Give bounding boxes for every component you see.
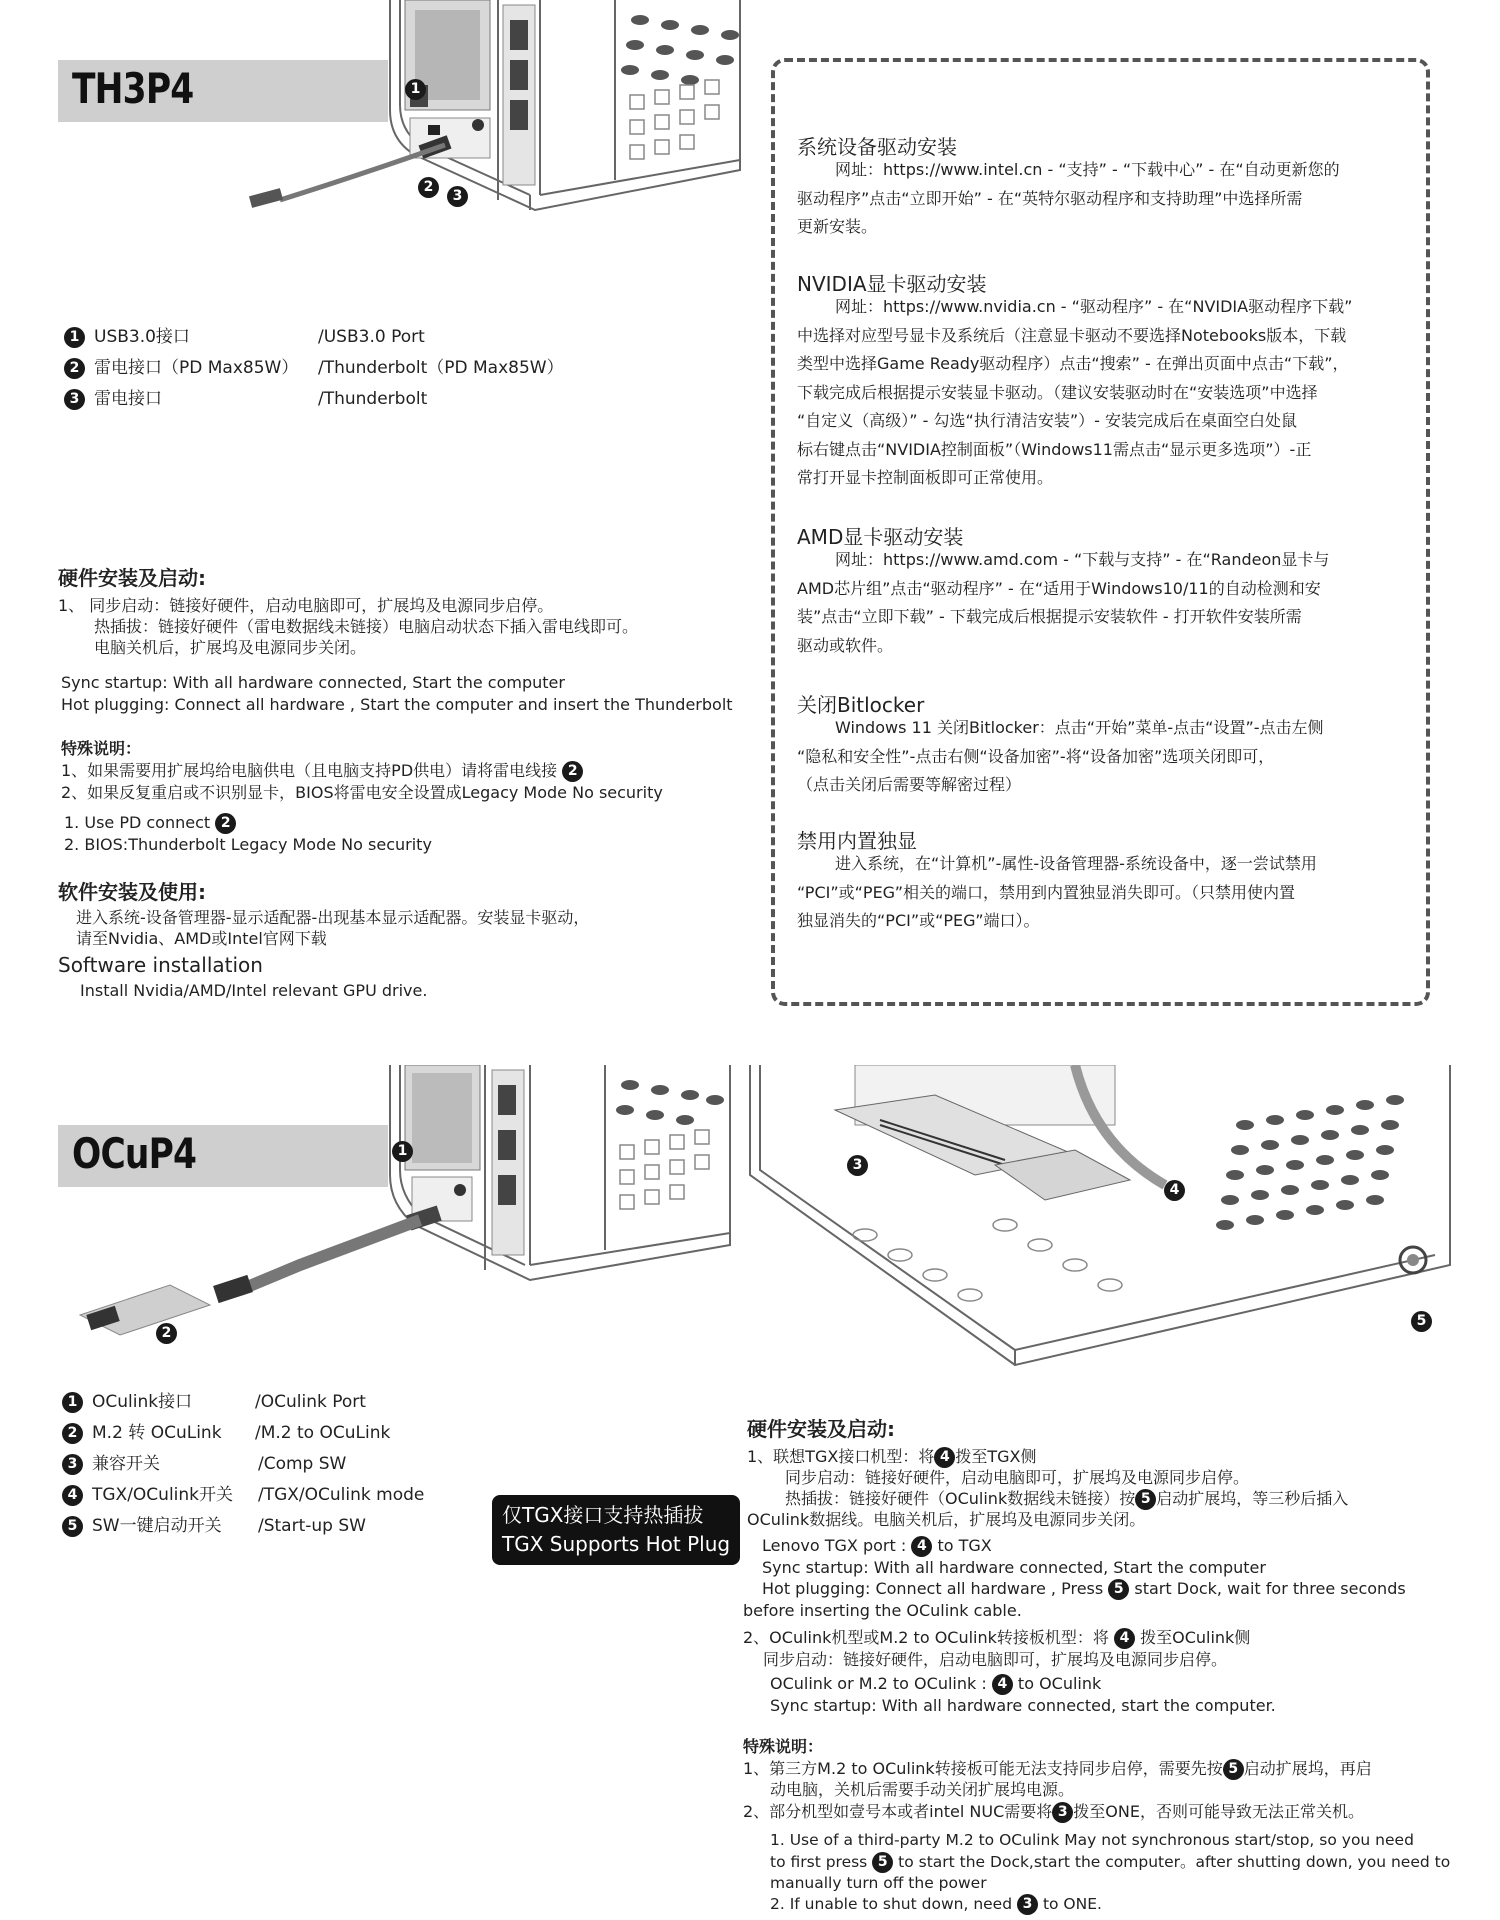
driver-section-text-4: Windows 11 关闭Bitlocker：点击“开始”菜单-点击“设置”-点击左侧 “隐私和安全性”-点击右侧“设备加密”-将“设备加密”选项关闭即可， （点击关闭后需要等解密过程）: [797, 718, 1324, 794]
th3p4-callout-3: 3: [447, 186, 468, 207]
th3p4-hw-title: 硬件安装及启动:: [58, 566, 206, 590]
th3p4-sw-line-2: 请至Nvidia、AMD或Intel官网下载: [76, 929, 327, 948]
th3p4-sw-en-title: Software installation: [58, 953, 263, 977]
ocup4-port-2: 2 M.2 转 OCuLink /M.2 to OCuLink: [62, 1421, 482, 1445]
th3p4-port-1: [64, 325, 464, 349]
th3p4-hw-line-2: 热插拔：链接好硬件（雷电数据线未链接）电脑启动状态下插入雷电线即可。: [94, 617, 639, 636]
ocup4-note-en-4: 2. If unable to shut down, need 3 to ONE.: [770, 1895, 1102, 1913]
port-cn: 雷电接口（PD Max85W）: [94, 358, 299, 378]
th3p4-sw-en-text: Install Nvidia/AMD/Intel relevant GPU drive.: [80, 981, 428, 1000]
ocup4-note-1: 1、第三方M.2 to OCulink转接板可能无法支持同步启停，需要先按 5 启动扩展坞，再启: [743, 1759, 1372, 1778]
ocup4-note-en-3: manually turn off the power: [770, 1874, 987, 1892]
th3p4-device-illustration: [240, 0, 750, 240]
th3p4-port-2: [64, 356, 584, 380]
ocup4-port-5: 5 SW一键启动开关 /Start-up SW: [62, 1514, 482, 1538]
hotplug-en: TGX Supports Hot Plug: [502, 1532, 731, 1556]
ocup4-port-3: 3 兼容开关 /Comp SW: [62, 1452, 482, 1476]
ocup4-en-1: Lenovo TGX port : 4 to TGX: [762, 1536, 992, 1555]
driver-section-title-3: AMD显卡驱动安装: [797, 525, 964, 549]
driver-section-text-2: 网址：https://www.nvidia.cn - “驱动程序” - 在“NVIDIA驱动程序下载” 中选择对应型号显卡及系统后（注意显卡驱动不要选择Notebooks版本，下载 类型中选择Game Ready驱动程序）点击“搜索” - 在弹出页面中点击“下载”， 下载完成后根据提示安装显卡驱动。（建议安装驱动时在“安装选项”中选择 “自定义（高级）” - 勾选“执行清洁安装”）- 安装完成后在桌面空白处鼠 标右键点击“NVIDIA控制面板”（Windows11需点击“显示更多选项”）-正 常打开显卡控制面板即可正常使用。: [797, 297, 1353, 487]
driver-section-title-4: 关闭Bitlocker: [797, 693, 925, 717]
th3p4-sw-title: 软件安装及使用:: [58, 880, 206, 904]
th3p4-note-1: 1、如果需要用扩展坞给电脑供电（且电脑支持PD供电）请将雷电线接 2: [61, 760, 583, 782]
interior-callout-3: 3: [847, 1155, 868, 1176]
driver-section-text-5: 进入系统，在“计算机”-属性-设备管理器-系统设备中，逐一尝试禁用 “PCI”或“PEG”相关的端口，禁用到内置独显消失即可。（只禁用使内置 独显消失的“PCI”或“PEG”端口）。: [797, 854, 1317, 930]
ocup4-callout-2: 2: [156, 1323, 177, 1344]
ocup4-line-3: 热插拔：链接好硬件（OCulink数据线未链接）按 5 启动扩展坞，等三秒后插入: [785, 1489, 1349, 1508]
th3p4-tag: TH3P4: [72, 64, 194, 113]
port-num: 3: [64, 389, 85, 410]
ocup4-device-illustration: [60, 1065, 740, 1345]
driver-section-title-5: 禁用内置独显: [797, 829, 917, 853]
ocup4-en-4: before inserting the OCulink cable.: [743, 1601, 1022, 1620]
driver-section-text-1: 网址：https://www.intel.cn - “支持” - “下载中心” - 在“自动更新您的 驱动程序”点击“立即开始” - 在“英特尔驱动程序和支持助理”中选择所需 更新安装。: [797, 160, 1340, 236]
th3p4-hw-en-1: Sync startup: With all hardware connected, Start the computer: [61, 673, 565, 692]
driver-section-title-2: NVIDIA显卡驱动安装: [797, 272, 987, 296]
port-cn: USB3.0接口: [94, 327, 190, 347]
port-en: /Thunderbolt（PD Max85W）: [318, 358, 564, 378]
ocup4-line-5: 2、OCulink机型或M.2 to OCulink转接板机型：将 4 拨至OCulink侧: [743, 1628, 1251, 1647]
port-num: 1: [64, 327, 85, 348]
ocup4-note-2: 动电脑，关机后需要手动关闭扩展坞电源。: [770, 1780, 1075, 1799]
th3p4-callout-2: 2: [418, 177, 439, 198]
interior-callout-4: 4: [1164, 1180, 1185, 1201]
ocup4-line-2: 同步启动：链接好硬件，启动电脑即可，扩展坞及电源同步启停。: [785, 1468, 1250, 1487]
ocup4-note-3: 2、部分机型如壹号本或者intel NUC需要将 3 拨至ONE，否则可能导致无法正常关机。: [743, 1802, 1364, 1821]
driver-section-title-1: 系统设备驱动安装: [797, 135, 957, 159]
ocup4-en-3: Hot plugging: Connect all hardware , Press 5 start Dock, wait for three seconds: [762, 1579, 1406, 1598]
ocup4-interior-illustration: [745, 1065, 1455, 1375]
th3p4-port-3: [64, 387, 464, 411]
ocup4-note-en-1: 1. Use of a third-party M.2 to OCulink May not synchronous start/stop, so you need: [770, 1831, 1414, 1849]
port-num: 2: [64, 358, 85, 379]
th3p4-note-en-1: 1. Use PD connect 2: [64, 812, 236, 834]
port-cn: 雷电接口: [94, 389, 162, 409]
driver-section-text-3: 网址：https://www.amd.com - “下载与支持” - 在“Randeon显卡与 AMD芯片组”点击“驱动程序” - 在“适用于Windows10/11的自动检测和安 装”点击“立即下载” - 下载完成后根据提示安装软件 - 打开软件安装所需 驱动或软件。: [797, 550, 1330, 655]
th3p4-callout-1: 1: [405, 79, 426, 100]
ocup4-port-1: 1 OCulink接口 /OCulink Port: [62, 1390, 482, 1414]
th3p4-note-title: 特殊说明：: [61, 739, 142, 758]
ocup4-note-title: 特殊说明：: [743, 1737, 824, 1756]
ocup4-hw-title: 硬件安装及启动:: [747, 1417, 895, 1441]
hotplug-cn: 仅TGX接口支持热插拔: [502, 1503, 704, 1527]
ocup4-line-1: 1、联想TGX接口机型：将 4 拨至TGX侧: [747, 1447, 1037, 1466]
th3p4-hw-line-3: 电脑关机后，扩展坞及电源同步关闭。: [94, 638, 367, 657]
ocup4-tag: OCuP4: [72, 1129, 197, 1178]
ocup4-en-5: OCulink or M.2 to OCulink : 4 to OCulink: [770, 1674, 1102, 1693]
port-en: /USB3.0 Port: [318, 327, 425, 347]
ocup4-line-6: 同步启动：链接好硬件，启动电脑即可，扩展坞及电源同步启停。: [763, 1650, 1228, 1669]
ocup4-callout-1: 1: [392, 1141, 413, 1162]
interior-callout-5: 5: [1411, 1311, 1432, 1332]
ocup4-en-6: Sync startup: With all hardware connected, start the computer.: [770, 1696, 1276, 1715]
th3p4-note-2: 2、如果反复重启或不识别显卡，BIOS将雷电安全设置成Legacy Mode No security: [61, 783, 663, 802]
th3p4-sw-line-1: 进入系统-设备管理器-显示适配器-出现基本显示适配器。安装显卡驱动，: [76, 908, 590, 927]
th3p4-hw-en-2: Hot plugging: Connect all hardware , Start the computer and insert the Thunderbolt: [61, 695, 733, 714]
port-en: /Thunderbolt: [318, 389, 428, 409]
hotplug-badge: [492, 1495, 740, 1565]
th3p4-hw-line-1: 1、 同步启动：链接好硬件，启动电脑即可，扩展坞及电源同步启停。: [58, 596, 554, 615]
ocup4-en-2: Sync startup: With all hardware connected, Start the computer: [762, 1558, 1266, 1577]
th3p4-note-en-2: 2. BIOS:Thunderbolt Legacy Mode No security: [64, 835, 432, 854]
ocup4-note-en-2: to first press 5 to start the Dock,start the computer。after shutting down, you need to: [770, 1853, 1451, 1871]
ocup4-port-4: 4 TGX/OCulink开关 /TGX/OCulink mode: [62, 1483, 482, 1507]
ocup4-line-4: OCulink数据线。电脑关机后，扩展坞及电源同步关闭。: [747, 1510, 1146, 1529]
